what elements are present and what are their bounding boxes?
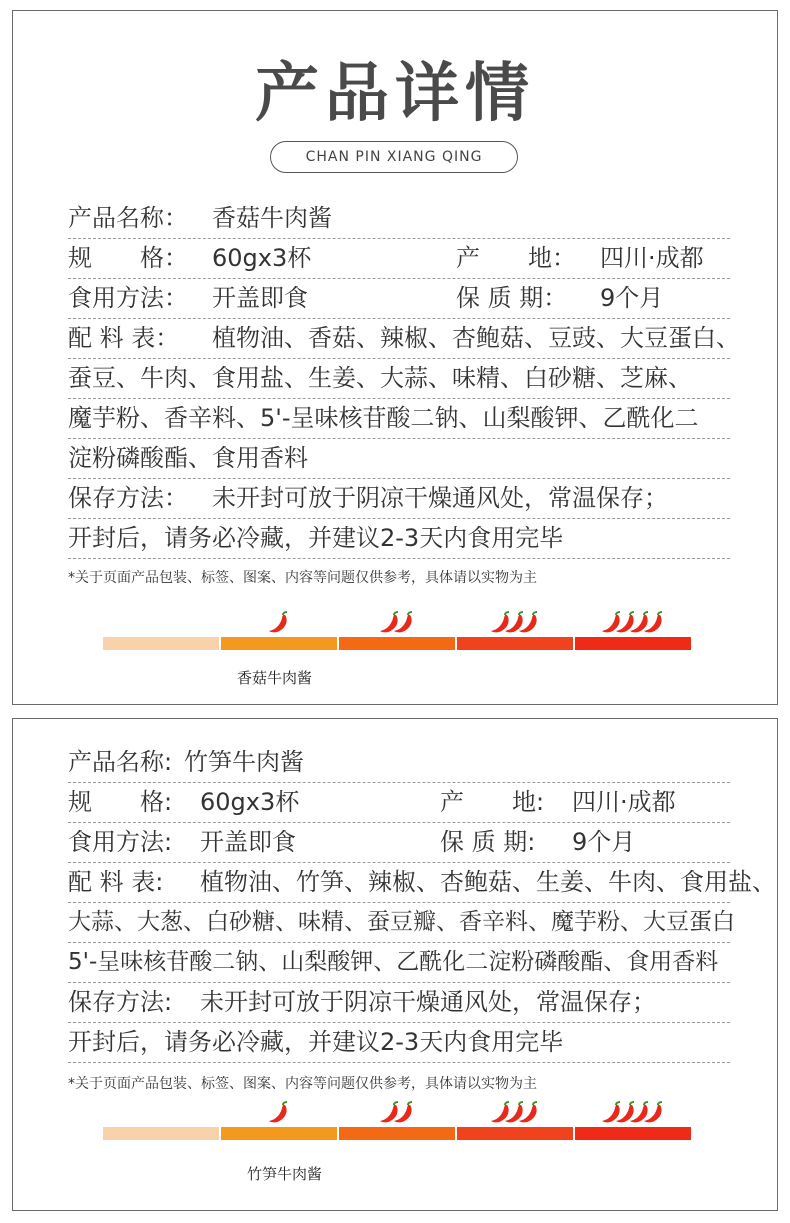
ingredients-line: 大蒜、大葱、白砂糖、味精、蚕豆瓣、香辛料、魔芋粉、大豆蛋白 — [68, 909, 735, 935]
name-value: 竹笋牛肉酱 — [184, 748, 304, 776]
disclaimer-note: *关于页面产品包装、标签、图案、内容等问题仅供参考，具体请以实物为主 — [68, 570, 537, 586]
spec-label: 规 格: — [68, 788, 173, 816]
origin-value: 四川·成都 — [572, 788, 676, 816]
chili-pepper-icon — [643, 611, 665, 639]
row-storage-cont — [68, 519, 730, 559]
origin-value: 四川·成都 — [600, 244, 704, 272]
row-spec — [68, 783, 730, 823]
row-ingredients — [68, 319, 740, 359]
ingredients-label: 配 料 表: — [68, 868, 164, 896]
chili-pepper-icon — [518, 611, 540, 639]
usage-label: 食用方法： — [68, 284, 188, 312]
storage-line: 开封后，请务必冷藏，并建议2-3天内食用完毕 — [68, 1028, 564, 1056]
spice-product-label: 香菇牛肉酱 — [237, 669, 313, 687]
storage-line: 未开封可放于阴凉干燥通风处，常温保存； — [212, 484, 668, 512]
ingredients-line: 魔芋粉、香辛料、5'-呈味核苷酸二钠、山梨酸钾、乙酰化二 — [68, 404, 699, 432]
disclaimer-note: *关于页面产品包装、标签、图案、内容等问题仅供参考，具体请以实物为主 — [68, 1076, 537, 1092]
row-storage — [68, 983, 730, 1023]
chili-pepper-icon-group — [379, 611, 415, 635]
shelf-label: 保 质 期： — [456, 284, 568, 312]
origin-label: 产 地： — [456, 244, 576, 272]
chili-pepper-icon-group — [490, 611, 540, 635]
ingredients-line: 蚕豆、牛肉、食用盐、生姜、大蒜、味精、白砂糖、芝麻、 — [68, 364, 692, 392]
origin-label: 产 地: — [440, 788, 545, 816]
row-ingredients-cont — [68, 399, 730, 439]
page-title: 产品详情 — [255, 57, 535, 131]
product-card-1 — [12, 10, 778, 705]
chili-pepper-icon — [518, 1101, 540, 1129]
chili-pepper-icon — [643, 1101, 665, 1129]
row-usage — [68, 279, 730, 319]
spice-level-bar — [103, 637, 219, 650]
name-value: 香菇牛肉酱 — [212, 204, 332, 232]
spec-label: 规 格： — [68, 244, 188, 272]
usage-value: 开盖即食 — [200, 828, 296, 856]
row-name — [68, 743, 730, 783]
shelf-label: 保 质 期: — [440, 828, 536, 856]
chili-pepper-icon-group — [601, 611, 665, 635]
storage-line: 开封后，请务必冷藏，并建议2-3天内食用完毕 — [68, 524, 564, 552]
row-storage-cont — [68, 1023, 730, 1063]
row-storage — [68, 479, 730, 519]
storage-line: 未开封可放于阴凉干燥通风处，常温保存； — [200, 988, 656, 1016]
ingredients-line: 植物油、香菇、辣椒、杏鲍菇、豆豉、大豆蛋白、 — [212, 324, 740, 352]
spice-product-label: 竹笋牛肉酱 — [247, 1165, 323, 1183]
chili-pepper-icon-group — [268, 1101, 290, 1125]
chili-pepper-icon — [268, 1101, 290, 1129]
storage-label: 保存方法: — [68, 988, 173, 1016]
usage-value: 开盖即食 — [212, 284, 308, 312]
ingredients-line: 5'-呈味核苷酸二钠、山梨酸钾、乙酰化二淀粉磷酸酯、食用香料 — [68, 949, 719, 975]
shelf-value: 9个月 — [600, 284, 664, 312]
chili-pepper-icon-group — [379, 1101, 415, 1125]
subtitle-pill: CHAN PIN XIANG QING — [270, 141, 518, 173]
spice-level-bar — [103, 1127, 219, 1140]
chili-pepper-icon — [393, 1101, 415, 1129]
storage-label: 保存方法： — [68, 484, 188, 512]
row-name — [68, 199, 730, 239]
ingredients-line: 淀粉磷酸酯、食用香料 — [68, 444, 308, 472]
row-ingredients-cont — [68, 359, 730, 399]
chili-pepper-icon-group — [490, 1101, 540, 1125]
row-ingredients-cont — [68, 903, 735, 943]
shelf-value: 9个月 — [572, 828, 636, 856]
usage-label: 食用方法: — [68, 828, 173, 856]
chili-pepper-icon — [393, 611, 415, 639]
chili-pepper-icon-group — [601, 1101, 665, 1125]
product-card-2 — [12, 718, 778, 1211]
row-ingredients-cont — [68, 439, 730, 479]
name-label: 产品名称: — [68, 748, 173, 776]
spec-value: 60gx3杯 — [200, 788, 300, 816]
row-ingredients-cont — [68, 943, 730, 983]
row-usage — [68, 823, 730, 863]
name-label: 产品名称： — [68, 204, 188, 232]
ingredients-line: 植物油、竹笋、辣椒、杏鲍菇、生姜、牛肉、食用盐、 — [200, 868, 776, 896]
row-ingredients — [68, 863, 776, 903]
spec-value: 60gx3杯 — [212, 244, 312, 272]
row-spec — [68, 239, 730, 279]
ingredients-label: 配 料 表： — [68, 324, 180, 352]
chili-pepper-icon — [268, 611, 290, 639]
chili-pepper-icon-group — [268, 611, 290, 635]
